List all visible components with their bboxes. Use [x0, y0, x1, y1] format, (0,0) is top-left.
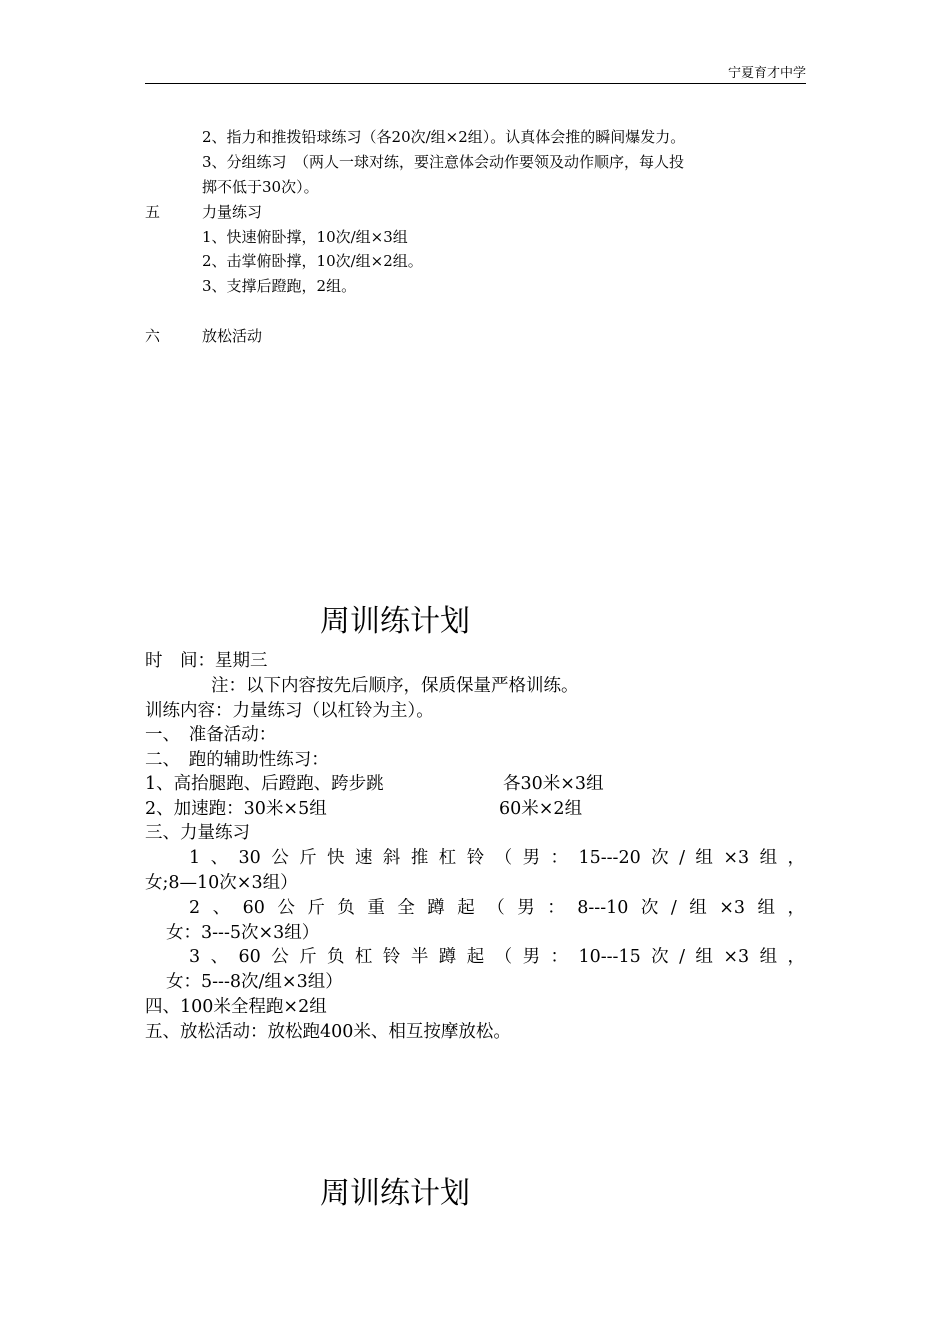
plan-item-2-2-volume: 60米×2组: [499, 799, 583, 819]
upper-line-1: 2、指力和推拨铅球练习（各20次/组×2组）。认真体会推的瞬间爆发力。: [202, 128, 686, 146]
plan-item-2-2-name: 2、加速跑：30米×5组: [145, 799, 327, 819]
upper-line-2: 3、分组练习 （两人一球对练，要注意体会动作要领及动作顺序，每人投: [202, 153, 685, 171]
plan-section-1: 一、 准备活动：: [145, 725, 277, 745]
plan-section-5: 五、放松活动：放松跑400米、相互按摩放松。: [145, 1022, 511, 1042]
section6-number: 六: [145, 327, 161, 345]
plan-section-4: 四、100米全程跑×2组: [145, 997, 327, 1017]
section5-item-2: 2、击掌俯卧撑，10次/组×2组。: [202, 252, 423, 270]
plan-item-3-2-female: 女：3---5次×3组）: [166, 923, 320, 943]
plan2-title: 周训练计划: [320, 1176, 470, 1211]
plan-section-2: 二、 跑的辅助性练习：: [145, 750, 329, 770]
plan-item-3-1-female: 女;8—10次×3组）: [145, 873, 298, 893]
plan-content: 训练内容：力量练习（以杠铃为主）。: [145, 701, 434, 721]
plan-item-3-2: 2、60公斤负重全蹲起（男：8---10次/组×3组，: [189, 898, 805, 918]
upper-line-3: 掷不低于30次）。: [202, 178, 319, 196]
section5-item-1: 1、快速俯卧撑，10次/组×3组: [202, 228, 408, 246]
plan-note: 注：以下内容按先后顺序，保质保量严格训练。: [211, 676, 579, 696]
header-rule: [145, 83, 806, 84]
section5-number: 五: [145, 203, 161, 221]
plan-time: 时 间：星期三: [145, 651, 268, 671]
header-school: 宁夏育才中学: [727, 66, 806, 81]
plan-item-3-1: 1、30公斤快速斜推杠铃（男：15---20次/组×3组，: [189, 848, 805, 868]
plan-item-2-1-volume: 各30米×3组: [503, 774, 604, 794]
section5-title: 力量练习: [202, 203, 263, 221]
plan-item-3-3: 3、60公斤负杠铃半蹲起（男：10---15次/组×3组，: [189, 947, 805, 967]
plan-item-3-3-female: 女：5---8次/组×3组）: [166, 972, 343, 992]
plan-section-3: 三、力量练习: [145, 823, 250, 843]
section5-item-3: 3、支撑后蹬跑，2组。: [202, 277, 357, 295]
plan-title: 周训练计划: [320, 604, 470, 639]
section6-title: 放松活动: [202, 327, 263, 345]
plan-item-2-1-name: 1、高抬腿跑、后蹬跑、跨步跳: [145, 774, 384, 794]
